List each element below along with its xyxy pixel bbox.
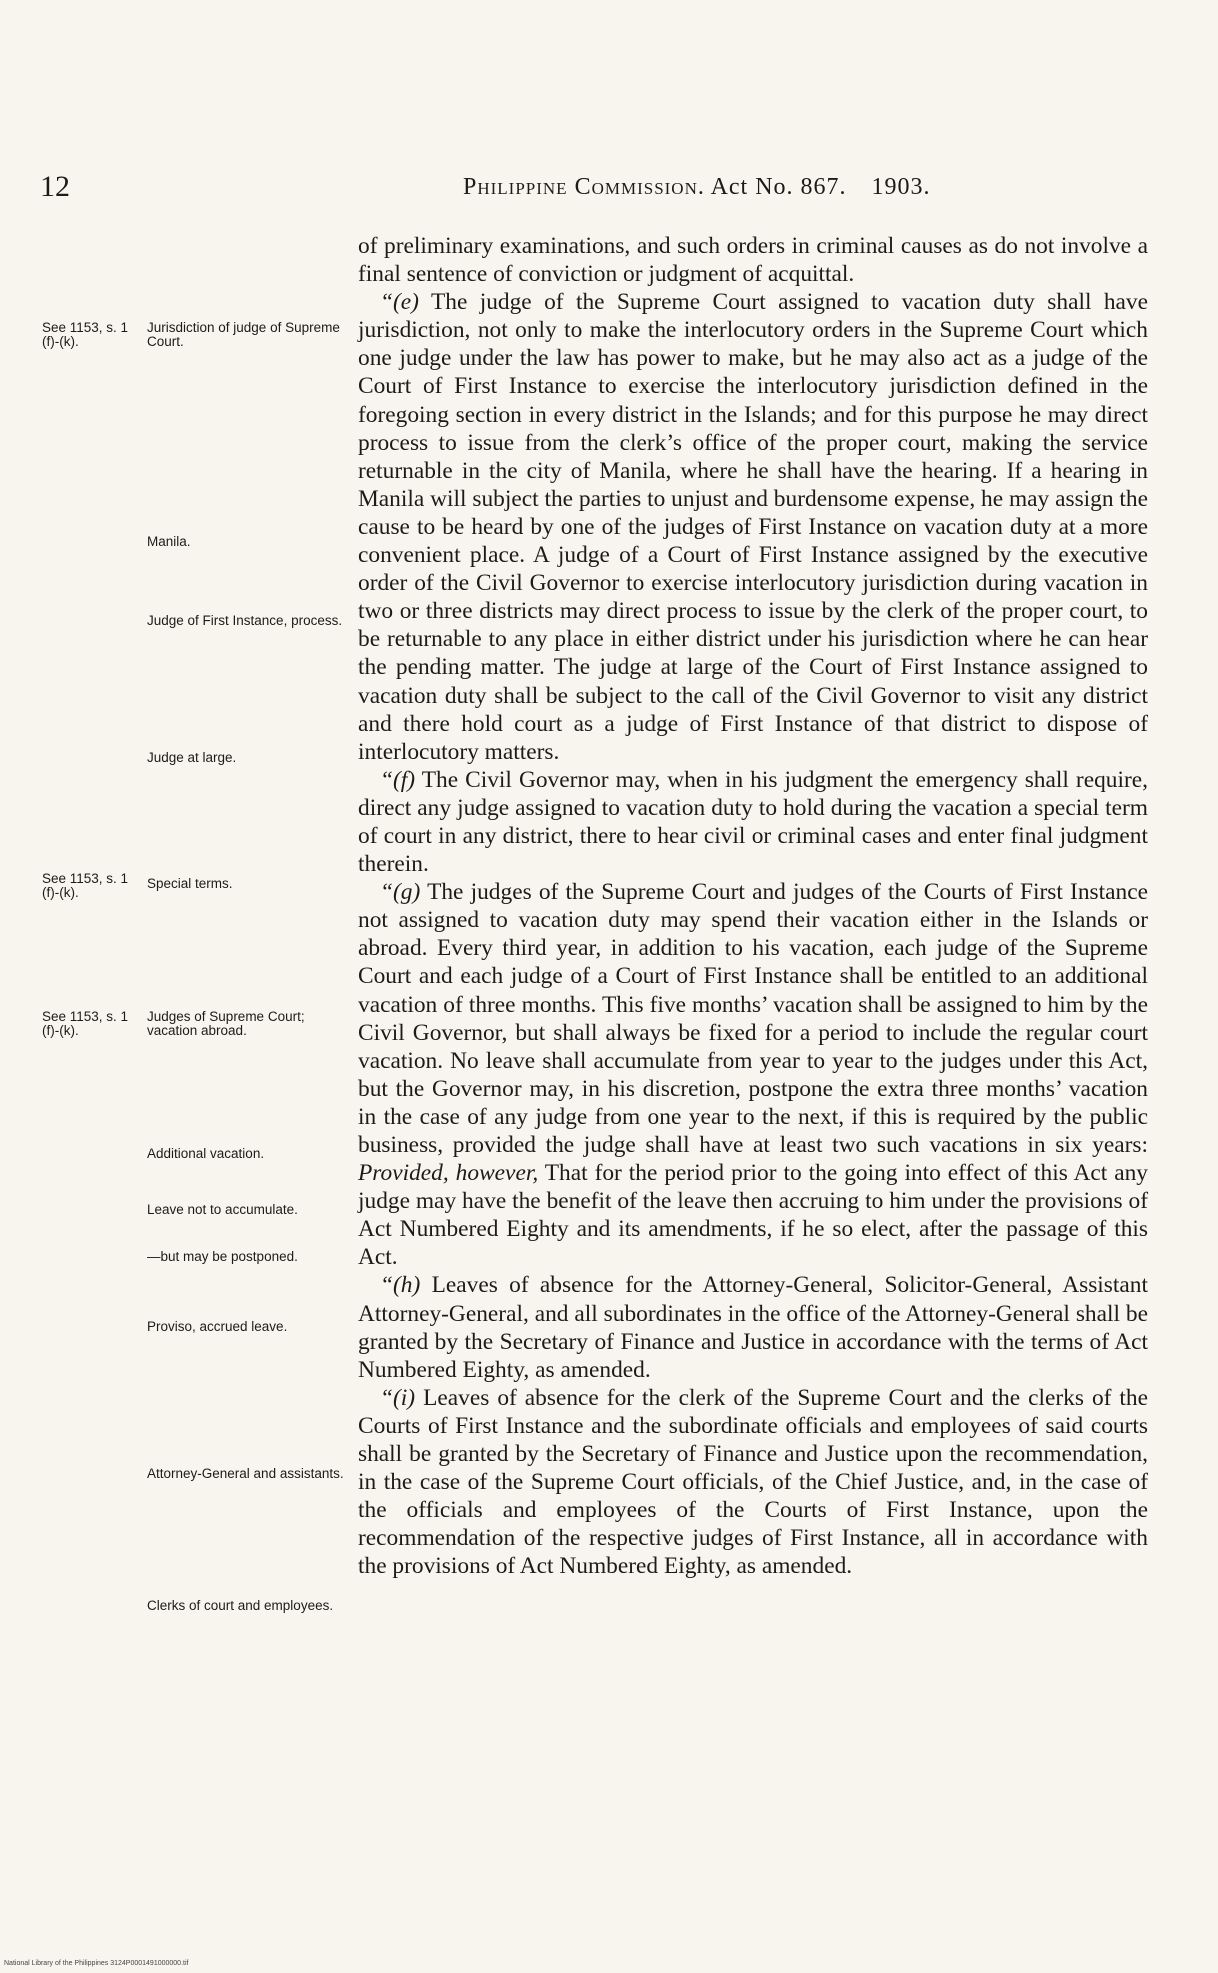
paragraph-f <box>358 766 1148 878</box>
running-head-act: Act No. 867. <box>710 174 847 200</box>
margin-note-additional-vacation: Additional vacation. <box>147 1146 265 1161</box>
margin-note-attorney-general: Attorney-General and assistants. <box>147 1466 344 1481</box>
page-header <box>0 170 1218 210</box>
body-text <box>358 232 1148 1581</box>
margin-note-manila: Manila. <box>147 534 191 549</box>
clause-text-e: The judge of the Supreme Court assigned to vacation duty shall have jurisdiction, not only to make the interlocutory orders in the Supreme Court which one judge under the law has power to make, but he may also act as a judge of the Court of First Instance to exercise the interlocutory jurisdiction defined in the foregoing section in every district in the Islands; and for this purpose he may direct process to issue from the clerk’s office of the proper court, making the service returnable in the city of Manila, where he shall have the hearing. If a hearing in Manila will subject the parties to unjust and burdensome expense, he may assign the cause to be heard by one of the judges of First Instance on vacation duty at a more convenient place. A judge of a Court of First Instance assigned by the executive order of the Civil Governor to exercise interlocutory jurisdiction during vacation in two or three districts may direct process to issue by the clerk of the proper court, to be returnable to any place in either district under his jurisdiction where he can hear the pending matter. The judge at large of the Court of First Instance assigned to vacation duty shall be subject to the call of the Civil Governor to visit any district and there hold court as a judge of First Instance of that district to dispose of interlocutory matters. <box>358 289 1148 765</box>
clause-label-h: “(h) <box>380 1272 421 1299</box>
paragraph-h <box>358 1271 1148 1383</box>
clause-text-h: Leaves of absence for the Attorney-General, Solicitor-General, Assistant Attorney-General, and all subordinates in the office of the Attorney-General shall be granted by the Secretary of Finance and Justice in accordance with the terms of Act Numbered Eighty, as amended. <box>358 1272 1148 1383</box>
margin-note-judge-first-instance: Judge of First Instance, process. <box>147 613 343 628</box>
margin-ref-2: See 1153, s. 1 (f)-(k). <box>42 871 129 900</box>
margin-note-clerks: Clerks of court and employees. <box>147 1598 334 1613</box>
clause-label-f: “(f) <box>380 766 416 793</box>
paragraph-e <box>358 288 1148 766</box>
clause-label-g: “(g) <box>380 879 421 906</box>
page-number: 12 <box>40 170 70 203</box>
clause-label-e: “(e) <box>380 289 419 316</box>
running-head <box>463 174 931 201</box>
margin-ref-3: See 1153, s. 1 (f)-(k). <box>42 1009 129 1038</box>
clause-text-g-b: That for the period prior to the going into effect of this Act any judge may have the benefit of the leave then accruing to him under the provisions of Act Numbered Eighty and its amendments, if he so elect, after the passage of this Act. <box>358 1160 1148 1271</box>
scan-footer: National Library of the Philippines 3124P0001491000000.tif <box>4 1960 189 1967</box>
running-head-title: Philippine Commission. <box>463 174 705 200</box>
margin-note-special-terms: Special terms. <box>147 876 233 891</box>
paragraph-i <box>358 1384 1148 1581</box>
clause-proviso-italic: Provided, however, <box>358 1160 539 1187</box>
paragraph-1: of preliminary examinations, and such orders in criminal causes as do not involve a final sentence of conviction or judgment of acquittal. <box>358 233 1148 288</box>
margin-note-proviso: Proviso, accrued leave. <box>147 1319 288 1334</box>
paragraph-g <box>358 878 1148 1271</box>
margin-note-but-postponed: —but may be postponed. <box>147 1249 298 1264</box>
margin-ref-1: See 1153, s. 1 (f)-(k). <box>42 320 129 349</box>
running-head-year: 1903. <box>871 174 931 200</box>
clause-text-g-a: The judges of the Supreme Court and judges of the Courts of First Instance not assigned to vacation duty may spend their vacation either in the Islands or abroad. Every third year, in addition to his vacation, each judge of the Supreme Court and each judge of a Court of First Instance shall be entitled to an additional vacation of three months. This five months’ vacation shall be assigned to him by the Civil Governor, but shall always be fixed for a period to include the regular court vacation. No leave shall accumulate from year to year to the judges under this Act, but the Governor may, in his discretion, postpone the extra three months’ vacation in the case of any judge from one year to the next, if this is required by the public business, provided the judge shall have at least two such vacations in six years: <box>358 879 1148 1158</box>
margin-note-leave-not-accumulate: Leave not to accumulate. <box>147 1202 298 1217</box>
clause-text-i: Leaves of absence for the clerk of the Supreme Court and the clerks of the Courts of First Instance and the subordinate officials and employees of said courts shall be granted by the Secretary of Finance and Justice upon the recommendation, in the case of the Supreme Court officials, of the Chief Justice, and, in the case of the officials and employees of the Courts of First Instance, upon the recommendation of the respective judges of First Instance, all in accordance with the provisions of Act Numbered Eighty, as amended. <box>358 1384 1148 1580</box>
margin-note-jurisdiction: Jurisdiction of judge of Supreme Court. <box>147 320 340 349</box>
clause-label-i: “(i) <box>380 1384 416 1411</box>
margin-note-judge-at-large: Judge at large. <box>147 750 237 765</box>
margin-note-judges-vacation-abroad: Judges of Supreme Court; vacation abroad. <box>147 1009 305 1038</box>
clause-text-f: The Civil Governor may, when in his judgment the emergency shall require, direct any judge assigned to vacation duty to hold during the vacation a special term of court in any district, there to hear civil or criminal cases and enter final judgment therein. <box>358 766 1148 878</box>
